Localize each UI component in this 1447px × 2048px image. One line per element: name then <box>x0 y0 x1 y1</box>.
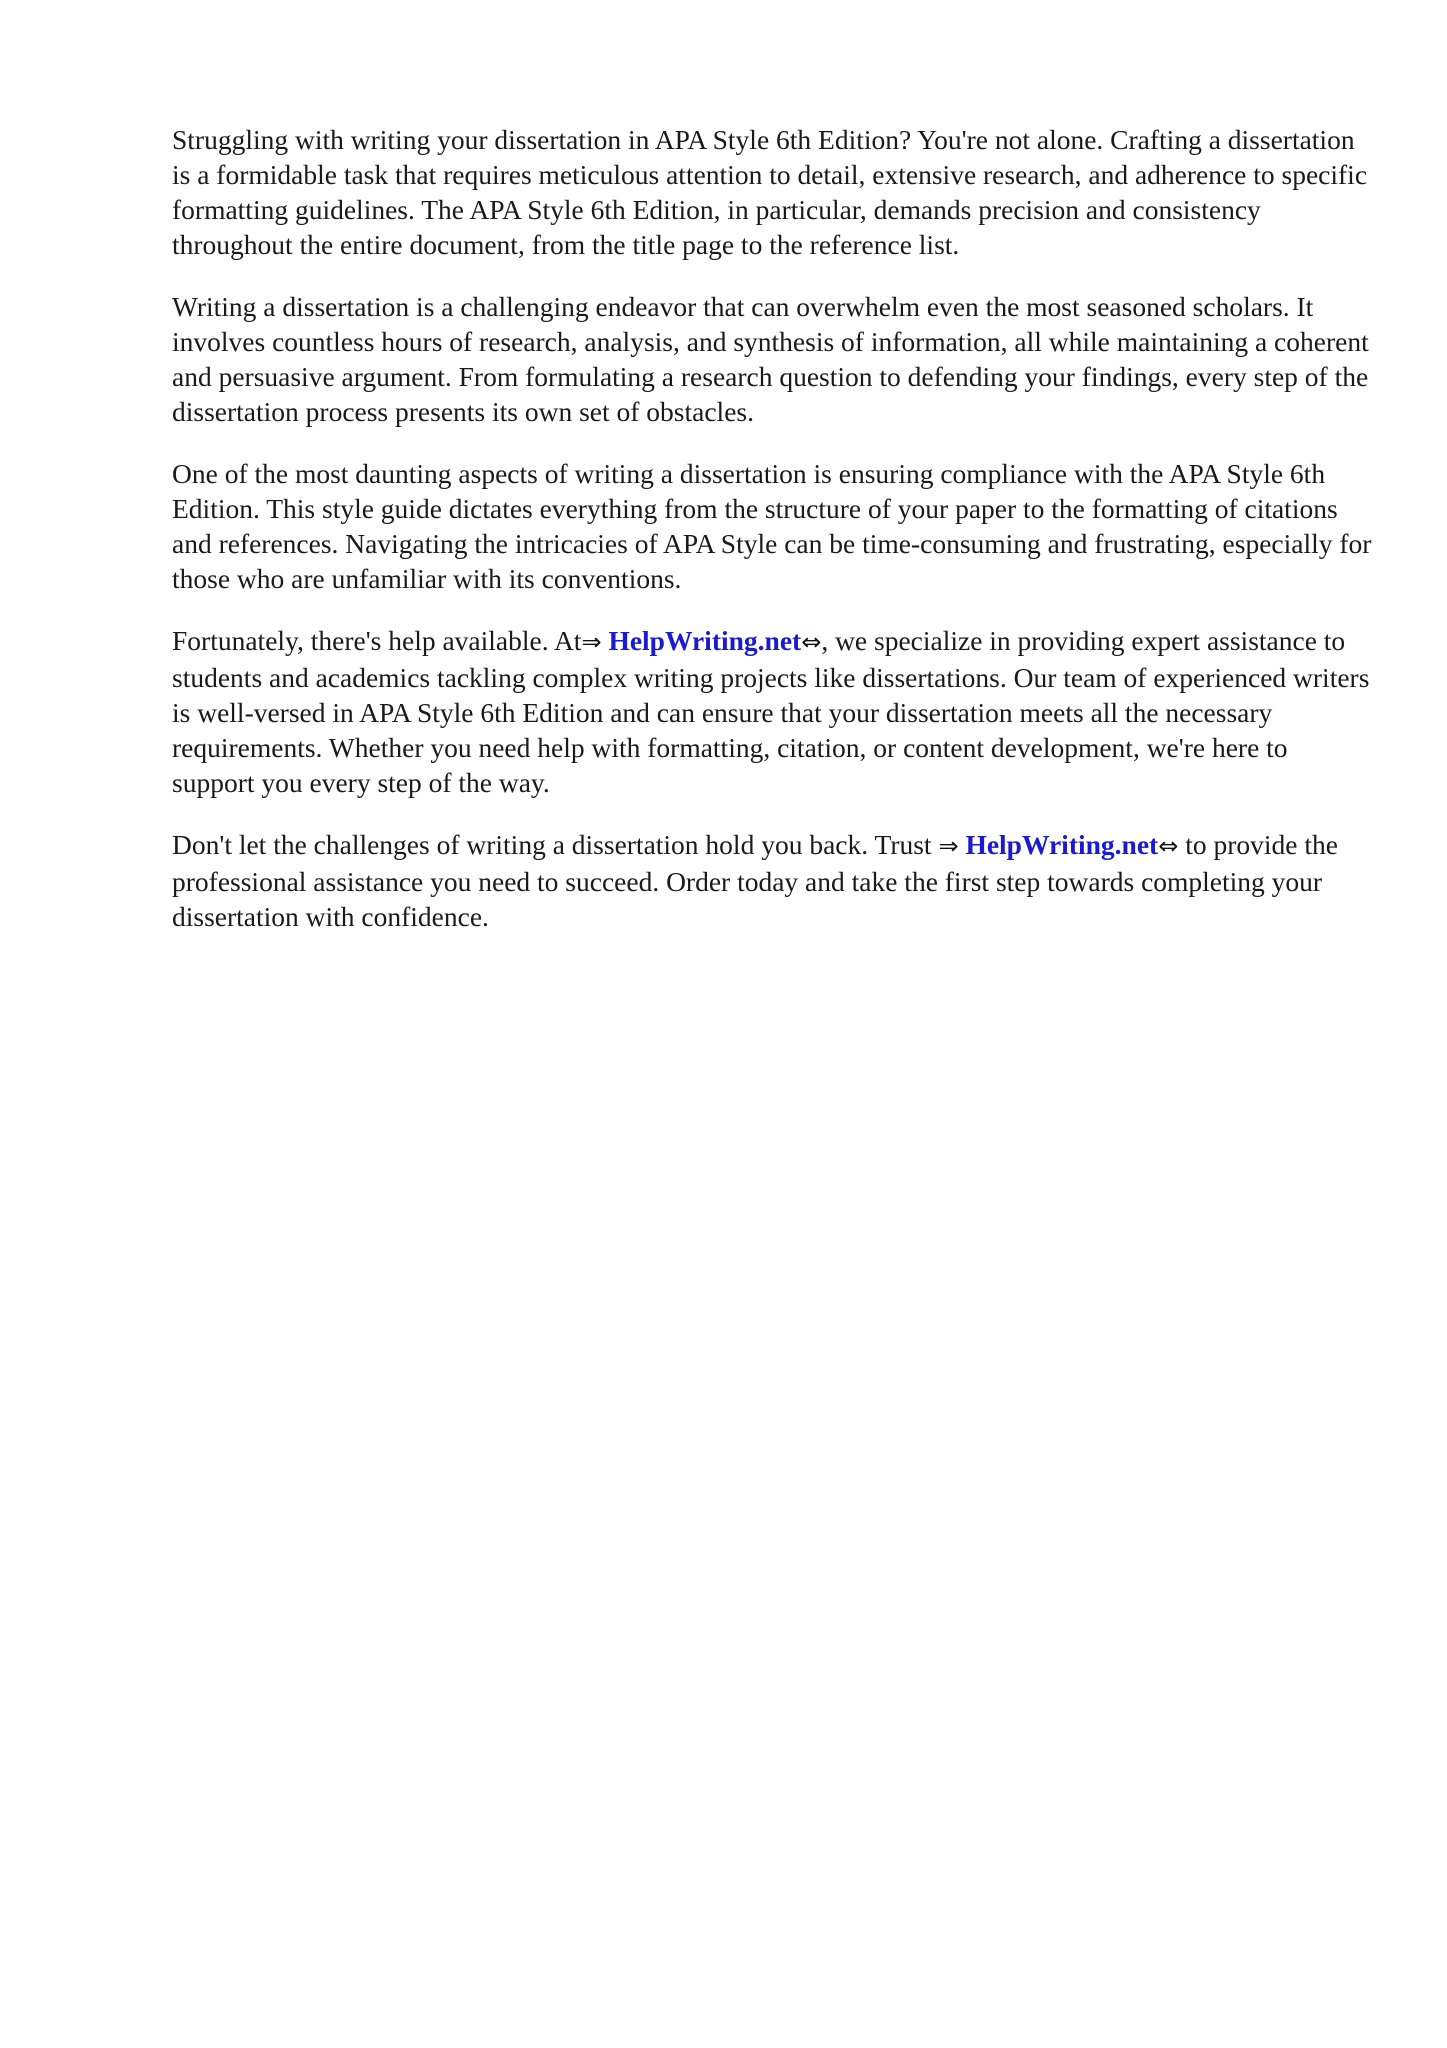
paragraph-cta-text-before: Don't let the challenges of writing a dissertation hold you back. Trust <box>172 829 932 860</box>
right-arrow-icon: ⇒ <box>581 628 602 656</box>
helpwriting-link[interactable]: HelpWriting.net <box>608 625 802 656</box>
paragraph-help-text-after: , we specialize in providing expert assistance to students and academics tackling complex writing projects like dissertations. Our team of experienced writers is well-versed in APA Style 6th Edition and can ensure that your dissertation meets all the necessary requirements. Whether you need help with formatting, citation, or content development, we're here to support you every step of the way. <box>172 625 1370 798</box>
right-arrow-icon: ⇒ <box>938 832 959 860</box>
document-body <box>172 122 1372 961</box>
paragraph-apa-compliance: One of the most daunting aspects of writing a dissertation is ensuring compliance with the APA Style 6th Edition. This style guide dictates everything from the structure of your paper to the formatting of citations and references. Navigating the intricacies of APA Style can be time-consuming and frustrating, especially for those who are unfamiliar with its conventions. <box>172 458 1372 594</box>
left-right-arrow-icon: ⇔ <box>801 628 822 656</box>
paragraph-cta-text-after: to provide the professional assistance you need to succeed. Order today and take the first step towards completing your dissertation with confidence. <box>172 829 1338 932</box>
helpwriting-link[interactable]: HelpWriting.net <box>965 829 1159 860</box>
paragraph-help-text-before: Fortunately, there's help available. At <box>172 625 582 656</box>
left-right-arrow-icon: ⇔ <box>1158 832 1179 860</box>
paragraph-intro: Struggling with writing your dissertation in APA Style 6th Edition? You're not alone. Crafting a dissertation is a formidable task that requires meticulous attention to detail, extensive research, and adherence to specific formatting guidelines. The APA Style 6th Edition, in particular, demands precision and consistency throughout the entire document, from the title page to the reference list. <box>172 124 1368 260</box>
paragraph-call-to-action <box>172 827 1372 934</box>
paragraph-help-available <box>172 623 1372 800</box>
paragraph-challenge: Writing a dissertation is a challenging endeavor that can overwhelm even the most seasoned scholars. It involves countless hours of research, analysis, and synthesis of information, all while maintaining a coherent and persuasive argument. From formulating a research question to defending your findings, every step of the dissertation process presents its own set of obstacles. <box>172 291 1369 427</box>
